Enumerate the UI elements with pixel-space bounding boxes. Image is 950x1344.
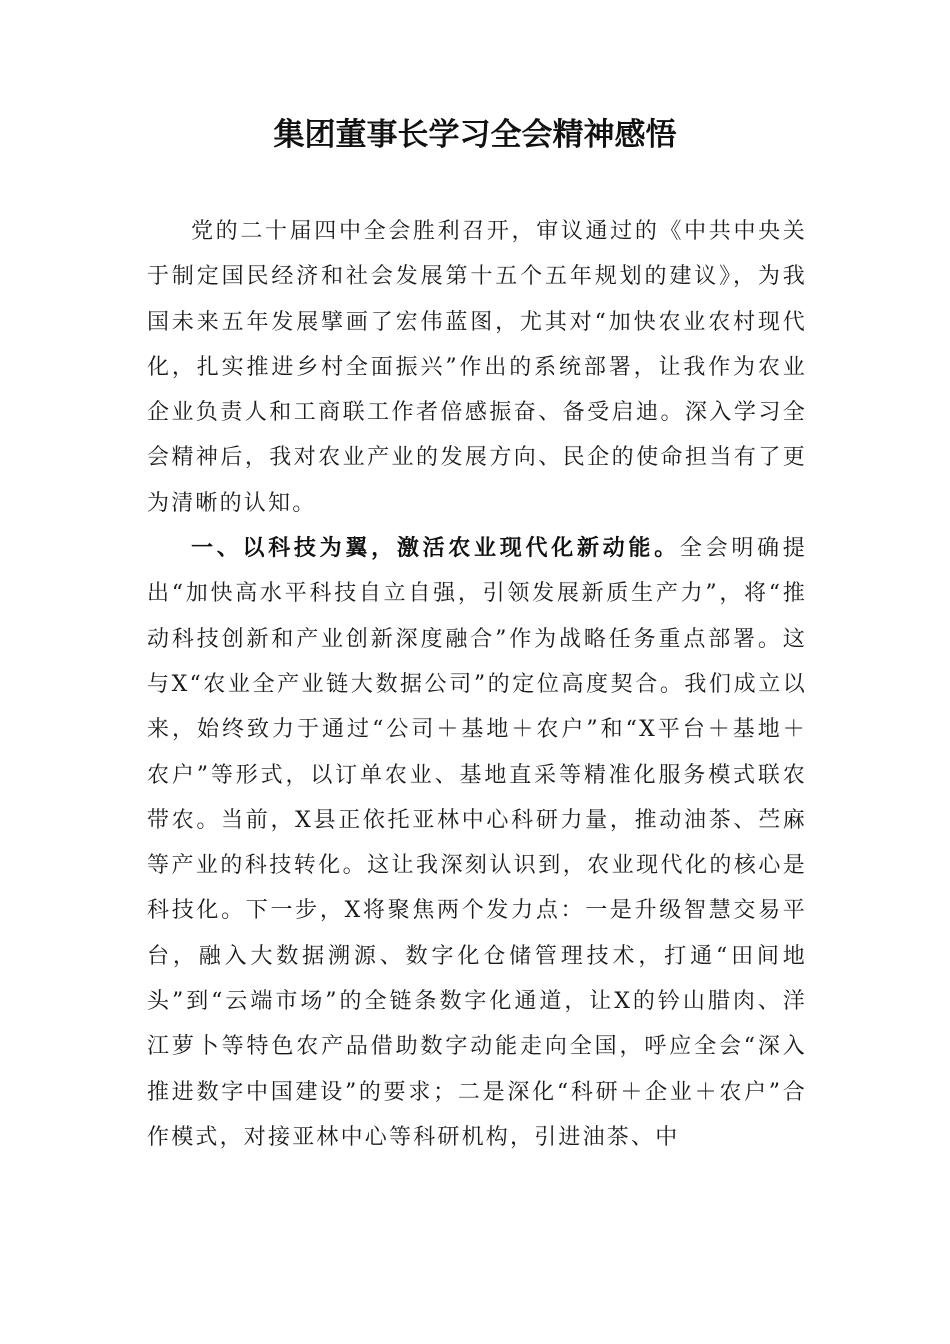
- section-heading: 一、以科技为翼，激活农业现代化新动能。: [191, 535, 680, 562]
- paragraph-text: 党的二十届四中全会胜利召开，审议通过的《中共中央关于制定国民经济和社会发展第十五个五年规划的建议》，为我国未来五年发展擘画了宏伟蓝图，尤其对“加快农业农村现代化，扎实推进乡村全面振兴”作出的系统部署，让我作为农业企业负责人和工商联工作者倍感振奋、备受启迪。深入学习全会精神后，我对农业产业的发展方向、民企的使命担当有了更为清晰的认知。: [147, 219, 807, 516]
- paragraph-text: 全会明确提出“加快高水平科技自立自强，引领发展新质生产力”，将“推动科技创新和产业创新深度融合”作为战略任务重点部署。这与X“农业全产业链大数据公司”的定位高度契合。我们成立以来，始终致力于通过“公司＋基地＋农户”和“X平台＋基地＋农户”等形式，以订单农业、基地直采等精准化服务模式联农带农。当前，X县正依托亚林中心科研力量，推动油茶、苎麻等产业的科技转化。这让我深刻认识到，农业现代化的核心是科技化。下一步，X将聚焦两个发力点：一是升级智慧交易平台，融入大数据溯源、数字化仓储管理技术，打通“田间地头”到“云端市场”的全链条数字化通道，让X的钤山腊肉、洋江萝卜等特色农产品借助数字动能走向全国，呼应全会“深入推进数字中国建设”的要求；二是深化“科研＋企业＋农户”合作模式，对接亚林中心等科研机构，引进油茶、中: [147, 536, 807, 1150]
- paragraph-intro: [147, 209, 807, 526]
- document-title: 集团董事长学习全会精神感悟: [273, 117, 677, 153]
- paragraph-section-1: [147, 526, 807, 1160]
- document-body: [147, 209, 807, 1160]
